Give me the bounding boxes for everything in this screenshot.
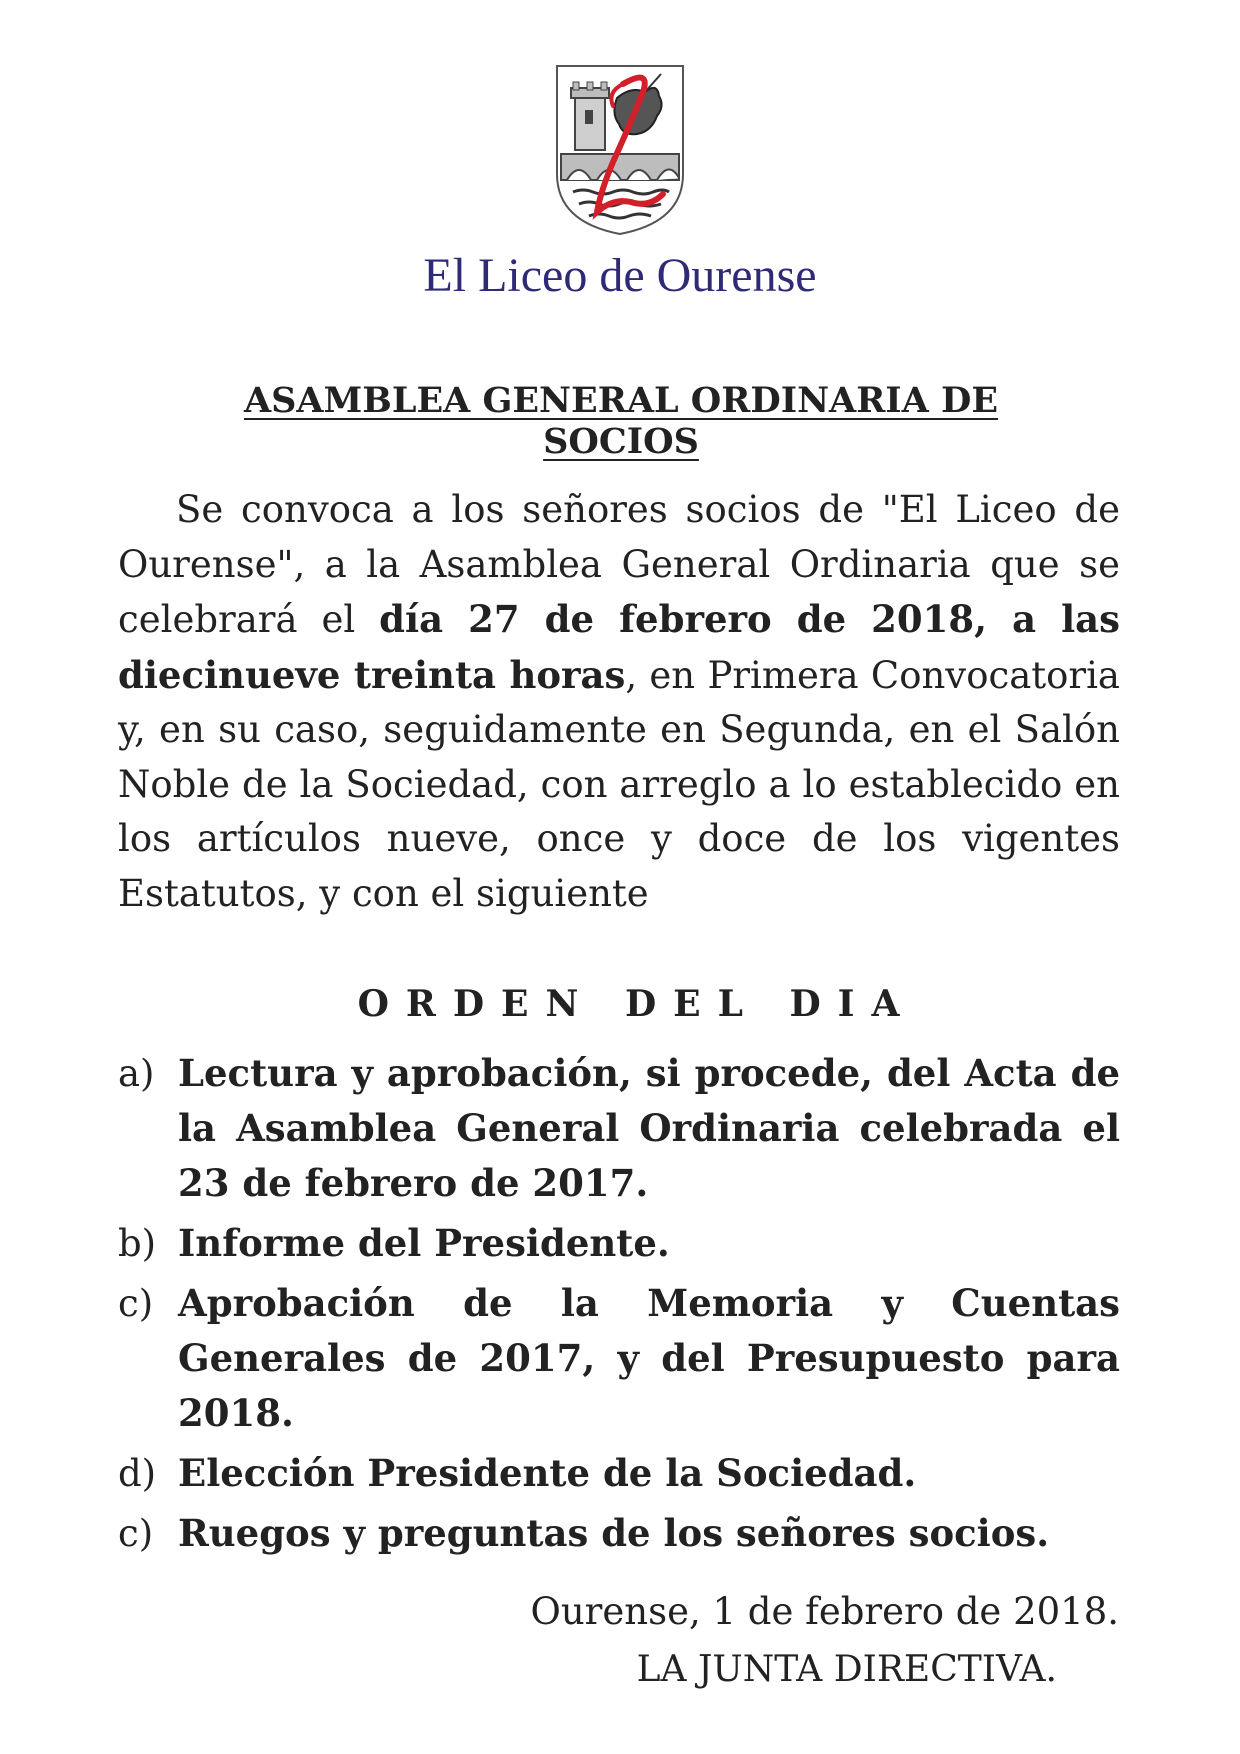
agenda-item-text: Elección Presidente de la Sociedad. — [178, 1451, 917, 1495]
agenda-item-marker: a) — [118, 1052, 155, 1095]
agenda-item — [118, 1276, 1120, 1441]
agenda-list — [118, 1046, 1120, 1566]
convocation-paragraph — [118, 483, 1120, 921]
organization-name: El Liceo de Ourense — [423, 249, 817, 302]
agenda-item-text: Informe del Presidente. — [178, 1221, 670, 1265]
liceo-crest-logo — [553, 62, 687, 238]
signature-board: LA JUNTA DIRECTIVA. — [636, 1649, 1057, 1690]
place-and-date: Ourense, 1 de febrero de 2018. — [530, 1590, 1119, 1633]
agenda-item-text: Ruegos y preguntas de los señores socios. — [178, 1511, 1050, 1555]
agenda-item-text: Lectura y aprobación, si procede, del Acta de la Asamblea General Ordinaria celebrada el 23 de febrero de 2017. — [178, 1051, 1120, 1205]
convocation-text-2: , en Primera Convocatoria y, en su caso, seguidamente en Segunda, en el Salón Noble de la Sociedad, con arreglo a lo establecido en los artículos nueve, once y doce de los vigentes Estatutos, y con el siguiente — [118, 653, 1120, 915]
agenda-item-marker: b) — [118, 1222, 157, 1265]
agenda-item — [118, 1446, 1120, 1501]
document-title: ASAMBLEA GENERAL ORDINARIA DE SOCIOS — [243, 380, 999, 462]
convocation-text-1: Se convoca a los señores socios de "El Liceo de Ourense", a la Asamblea General Ordinaria que se celebrará el — [118, 488, 1120, 641]
convocation-date-time: día 27 de febrero de 2018, a las diecinueve treinta horas — [118, 597, 1120, 697]
agenda-heading: ORDEN DEL DIA — [357, 983, 917, 1025]
agenda-item — [118, 1506, 1120, 1561]
agenda-item-marker: c) — [118, 1282, 154, 1325]
agenda-item — [118, 1046, 1120, 1211]
agenda-item-marker: c) — [118, 1512, 154, 1555]
agenda-item-marker: d) — [118, 1452, 157, 1495]
agenda-item — [118, 1216, 1120, 1271]
agenda-item-text: Aprobación de la Memoria y Cuentas Generales de 2017, y del Presupuesto para 2018. — [178, 1281, 1120, 1435]
